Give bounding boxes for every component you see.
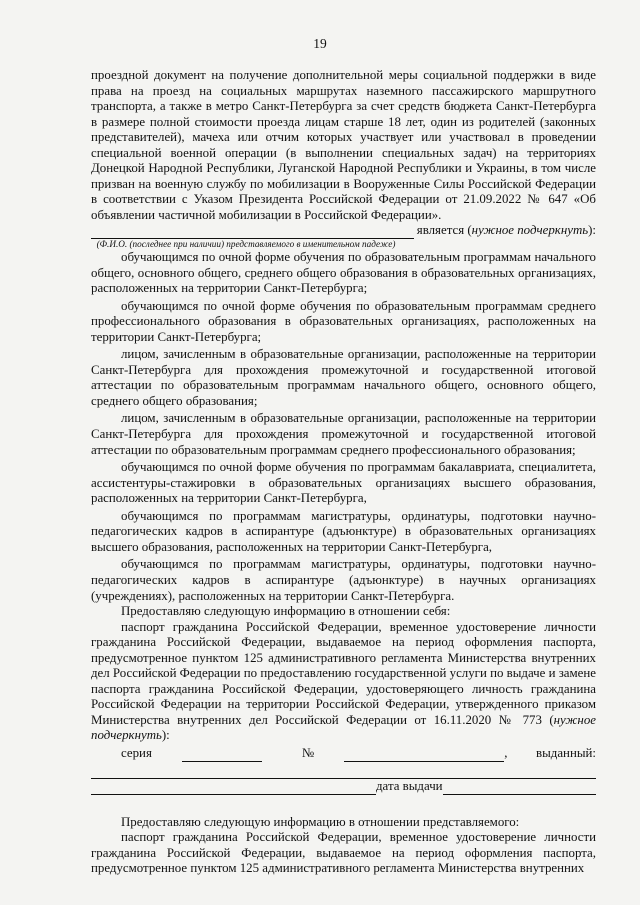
- issued-by-field[interactable]: [91, 766, 596, 779]
- issued-by-field-2[interactable]: [91, 782, 376, 795]
- document-body: [91, 68, 596, 877]
- represented-name-row: [91, 223, 596, 239]
- series-label: серия: [121, 745, 152, 760]
- series-field[interactable]: [182, 749, 262, 762]
- name-caption: (Ф.И.О. (последнее при наличии) представляемого в именительном падеже): [96, 239, 396, 250]
- passport-fields-row: [91, 746, 596, 762]
- issue-date-row: [91, 779, 596, 795]
- option-item: обучающимся по программам магистратуры, ординатуры, подготовки научно-педагогических кадров в аспирантуре (адъюнктуре) в образовательных организациях высшего образования, расположенных на территории Санкт-Петербурга,: [91, 508, 596, 554]
- rep-info-heading: Предоставляю следующую информацию в отношении представляемого:: [121, 814, 520, 829]
- option-item: обучающимся по программам магистратуры, ординатуры, подготовки научно-педагогических кадров в аспирантуре (адъюнктуре) в научных организациях (учреждениях), расположенных на территории Санкт-Петербурга.: [91, 557, 596, 603]
- issued-by-row: [91, 764, 596, 780]
- comma: ,: [504, 745, 508, 760]
- passport-paragraph: паспорт гражданина Российской Федерации, временное удостоверение личности гражданина Российской Федерации, выдаваемое на период оформления паспорта, предусмотренное пунктом 125 административного регламента Министерства внутренних дел Российской Федерации по предоставлению государственной услуги по выдаче и замене паспорта гражданина Российской Федерации, удостоверяющего личность гражданина Российской Федерации на территории Российской Федерации, утвержденного приказом Министерства внутренних дел Российской Федерации от 16.11.2020 № 773 (нужное подчеркнуть):: [91, 619, 597, 743]
- number-field[interactable]: [344, 749, 504, 762]
- intro-paragraph: проездной документ на получение дополнительной меры социальной поддержки в виде права на проезд на социальных маршрутах наземного пассажирского маршрутного транспорта, а также в метро Санкт-Петербурга за счет средств бюджета Санкт-Петербурга в размере полной стоимости проезда лицам старше 18 лет, один из родителей (законных представителей), мачеха или отчим которых участвует или участвовал в проведении специальной военной операции (в выполнении специальных задач) на территориях Донецкой Народной Республики, Луганской Народной Республики и Украины, в том числе призван на военную службу по мобилизации в Вооруженные Силы Российской Федерации в соответствии с Указом Президента Российской Федерации от 21.09.2022 № 647 «Об объявлении частичной мобилизации в Российской Федерации».: [91, 68, 596, 222]
- issue-date-field[interactable]: [443, 782, 596, 795]
- is-label: является (нужное подчеркнуть):: [416, 223, 596, 238]
- number-label: №: [301, 745, 315, 760]
- represented-name-field[interactable]: [91, 226, 414, 239]
- issue-date-label: дата выдачи: [376, 779, 443, 794]
- option-item: лицом, зачисленным в образовательные организации, расположенные на территории Санкт-Петербурга для прохождения промежуточной и государственной итоговой аттестации по образовательным программам начального общего, основного общего, среднего общего образования;: [91, 347, 596, 408]
- option-item: обучающимся по очной форме обучения по образовательным программам начального общего, основного общего, среднего общего образования в образовательных организациях, расположенных на территории Санкт-Петербурга;: [91, 250, 596, 296]
- option-item: лицом, зачисленным в образовательные организации, расположенные на территории Санкт-Петербурга для прохождения промежуточной и государственной итоговой аттестации по образовательным программам среднего профессионального образования;: [91, 411, 596, 457]
- issued-label: выданный:: [536, 745, 596, 760]
- rep-passport-paragraph: паспорт гражданина Российской Федерации, временное удостоверение личности гражданина Российской Федерации, выдаваемое на период оформления паспорта, предусмотренное пунктом 125 административного регламента Министерства внутренних: [91, 830, 596, 876]
- self-info-heading: Предоставляю следующую информацию в отношении себя:: [121, 604, 451, 619]
- option-item: обучающимся по очной форме обучения по образовательным программам среднего профессионального образования в образовательных организациях, расположенных на территории Санкт-Петербурга;: [91, 298, 596, 344]
- page-number: 19: [313, 36, 327, 51]
- option-item: обучающимся по очной форме обучения по программам бакалавриата, специалитета, ассистентуры-стажировки в образовательных организациях высшего образования, расположенных на территории Санкт-Петербурга,: [91, 460, 596, 506]
